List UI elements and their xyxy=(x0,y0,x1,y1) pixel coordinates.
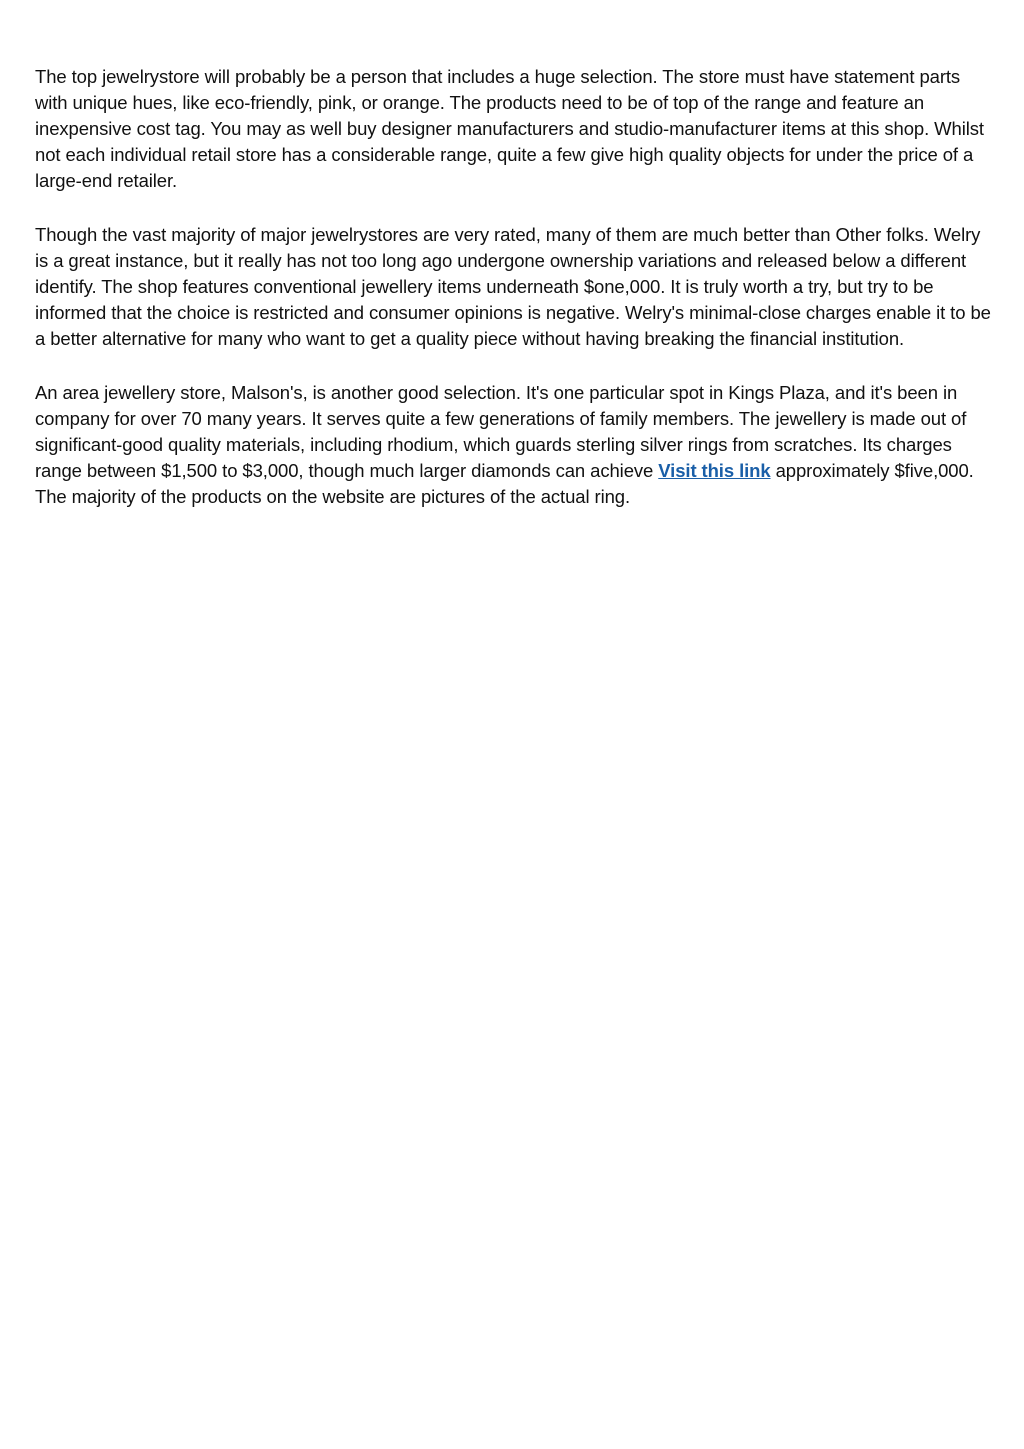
paragraph-2: Though the vast majority of major jewelrystores are very rated, many of them are much better than Other folks. Welry is a great instance, but it really has not too long ago undergone ownership variations and released below a different identify. The shop features conventional jewellery items underneath $one,000. It is truly worth a try, but try to be informed that the choice is restricted and consumer opinions is negative. Welry's minimal-close charges enable it to be a better alternative for many who want to get a quality piece without having breaking the financial institution. xyxy=(35,224,991,349)
paragraph-1: The top jewelrystore will probably be a person that includes a huge selection. The store must have statement parts with unique hues, like eco-friendly, pink, or orange. The products need to be of top of the range and feature an inexpensive cost tag. You may as well buy designer manufacturers and studio-manufacturer items at this shop. Whilst not each individual retail store has a considerable range, quite a few give high quality objects for under the price of a large-end retailer. xyxy=(35,66,984,191)
document-page xyxy=(35,64,995,538)
paragraph-3-text-before: An area jewellery store, Malson's, is another good selection. It's one particular spot in Kings Plaza, and it's been in company for over 70 many years. It serves quite a few generations of family members. The jewellery is made out of significant-good quality materials, including rhodium, which guards sterling silver rings from scratches. Its charges range between $1,500 to $3,000, though much larger diamonds can achieve xyxy=(35,382,967,481)
visit-this-link[interactable]: Visit this link xyxy=(658,460,771,481)
paragraph-3 xyxy=(35,380,995,510)
paragraph-3-text-after: approximately $five,000. The majority of the products on the website are pictures of the actual ring. xyxy=(35,460,974,507)
